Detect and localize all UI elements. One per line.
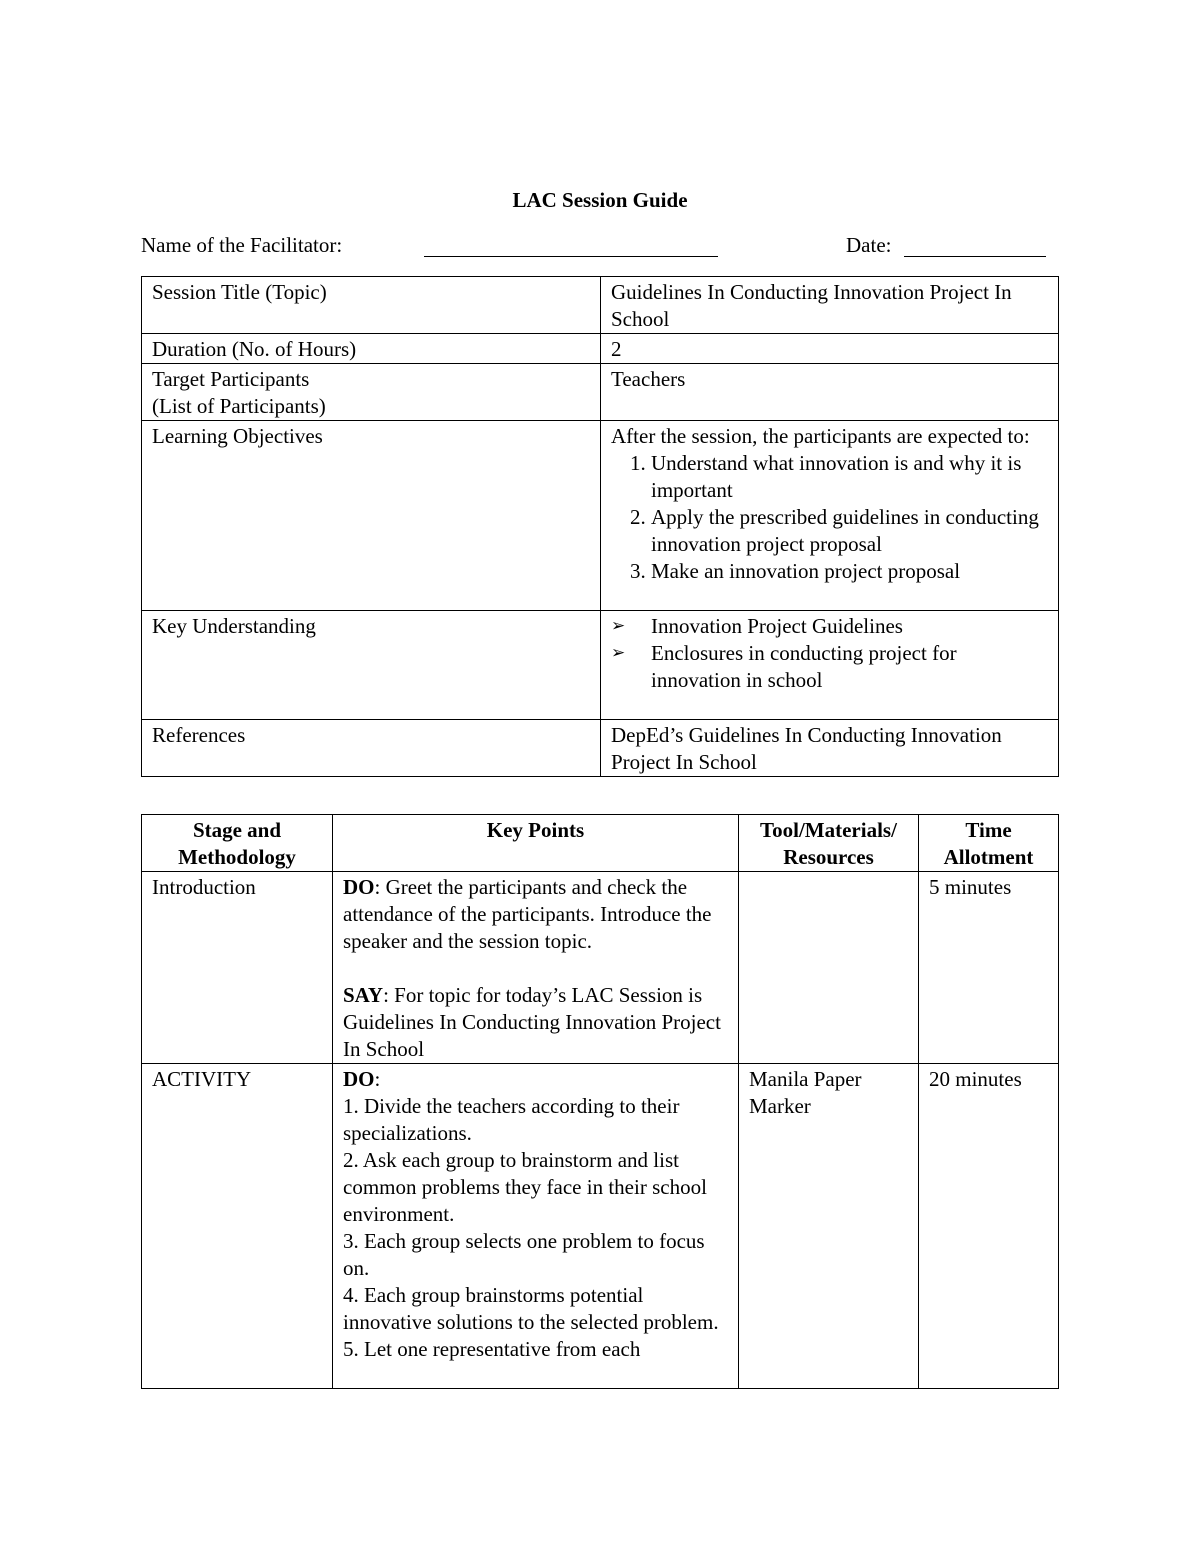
intro-key-points [333,872,739,1064]
table-row [142,611,1059,720]
activity-time: 20 minutes [919,1064,1059,1389]
session-title-label: Session Title (Topic) [142,277,601,334]
table-row [142,364,1059,421]
list-item: ➢ Innovation Project Guidelines [611,614,903,638]
table-row [142,720,1059,777]
arrow-bullet-icon: ➢ [611,643,626,663]
session-stages-table [141,814,1059,1389]
learning-objectives-label: Learning Objectives [142,421,601,611]
list-item: ➢ Enclosures in conducting project for innovation in school [611,641,957,692]
duration-label: Duration (No. of Hours) [142,334,601,364]
target-participants-label [142,364,601,421]
table-header-row [142,815,1059,872]
target-participants-value: Teachers [601,364,1059,421]
page-title: LAC Session Guide [512,188,688,212]
activity-do-heading: DO: [343,1067,381,1091]
activity-step: 1. Divide the teachers according to their specializations. [343,1094,680,1145]
activity-step: 4. Each group brainstorms potential innovative solutions to the selected problem. [343,1283,719,1334]
facilitator-label: Name of the Facilitator: [141,233,343,257]
session-title-value: Guidelines In Conducting Innovation Project In School [601,277,1059,334]
say-label: SAY [343,983,384,1007]
table-row [142,334,1059,364]
target-label-line-1: Target Participants [152,367,310,391]
activity-step: 2. Ask each group to brainstorm and list common problems they face in their school environment. [343,1148,707,1226]
intro-stage: Introduction [142,872,333,1064]
tool-item: Manila Paper [749,1067,862,1091]
intro-time: 5 minutes [919,872,1059,1064]
session-info-table [141,276,1059,777]
activity-stage: ACTIVITY [142,1064,333,1389]
key-understanding-list [611,613,1048,694]
activity-tools [739,1064,919,1389]
intro-do-text: DO: Greet the participants and check the attendance of the participants. Introduce the speaker and the session topic. [343,875,712,953]
date-label: Date: [846,233,892,257]
table-row [142,421,1059,611]
do-label: DO [343,875,375,899]
list-item: 3. Make an innovation project proposal [651,558,1048,585]
list-item: 1. Understand what innovation is and why it is important [651,450,1048,504]
header-tools: Tool/Materials/ Resources [739,815,919,872]
table-row [142,277,1059,334]
target-label-line-2: (List of Participants) [152,394,326,418]
activity-step: 3. Each group selects one problem to focus on. [343,1229,705,1280]
key-understanding-label: Key Understanding [142,611,601,720]
header-time: Time Allotment [919,815,1059,872]
key-understanding-cell [601,611,1059,720]
intro-tools [739,872,919,1064]
activity-step: 5. Let one representative from each [343,1337,641,1361]
objectives-list [611,450,1048,585]
references-value: DepEd’s Guidelines In Conducting Innovation Project In School [601,720,1059,777]
learning-objectives-cell [601,421,1059,611]
duration-value: 2 [601,334,1059,364]
tool-item: Marker [749,1094,811,1118]
arrow-bullet-icon: ➢ [611,616,626,636]
objectives-intro: After the session, the participants are expected to: [611,424,1030,448]
table-row [142,1064,1059,1389]
list-item: 2. Apply the prescribed guidelines in conducting innovation project proposal [651,504,1048,558]
date-blank-line [904,256,1046,257]
activity-key-points [333,1064,739,1389]
header-stage: Stage and Methodology [142,815,333,872]
do-label: DO [343,1067,375,1091]
table-row [142,872,1059,1064]
header-key-points: Key Points [333,815,739,872]
facilitator-blank-line [424,256,718,257]
references-label: References [142,720,601,777]
intro-say-text: SAY: For topic for today’s LAC Session is Guidelines In Conducting Innovation Project In School [343,983,721,1061]
